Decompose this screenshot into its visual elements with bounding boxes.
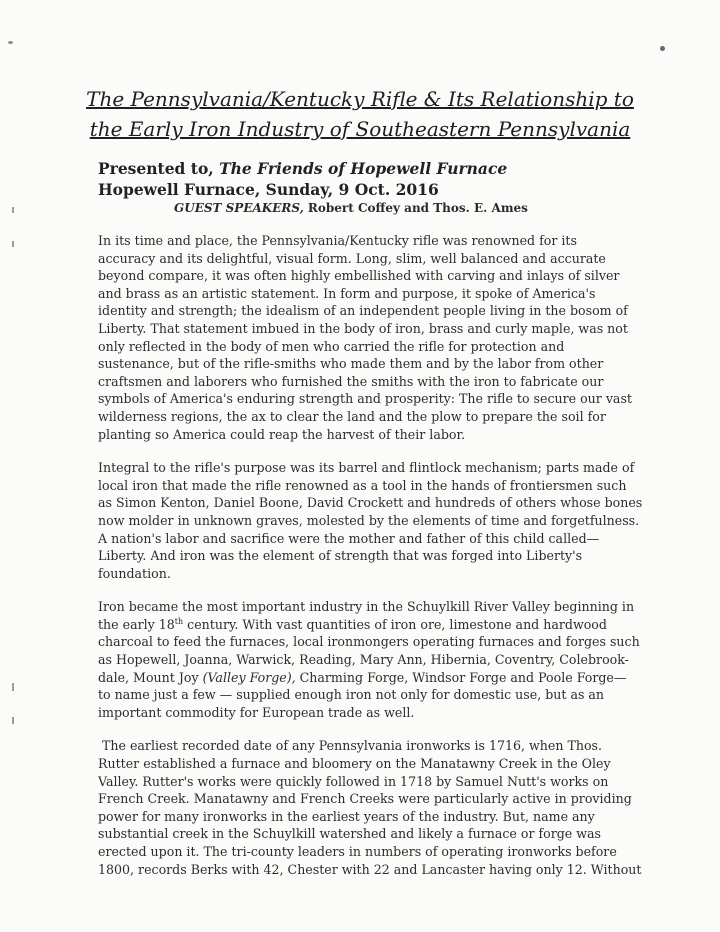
paragraph-line: Integral to the rifle's purpose was its barrel and flintlock mechanism; parts made of bbox=[98, 460, 635, 476]
paragraph-line: to name just a few — supplied enough iron not only for domestic use, but as an bbox=[98, 687, 605, 703]
scan-speck-top-right bbox=[660, 46, 665, 51]
presented-venue-date: Hopewell Furnace, Sunday, 9 Oct. 2016 bbox=[98, 180, 439, 199]
paragraph-line: Liberty. That statement imbued in the body of iron, brass and curly maple, was not bbox=[98, 320, 628, 336]
paragraph-line: local iron that made the rifle renowned as a tool in the hands of frontiersmen such bbox=[98, 477, 627, 493]
paragraph-3 bbox=[98, 598, 640, 721]
paragraph-line: 1800, records Berks with 42, Chester with 22 and Lancaster having only 12. Without bbox=[98, 861, 642, 877]
paragraph-line: Iron became the most important industry in the Schuylkill River Valley beginning in bbox=[98, 599, 635, 615]
guest-speakers bbox=[174, 201, 528, 215]
text-run: the early 18 bbox=[98, 616, 175, 632]
paragraph-line: craftsmen and laborers who furnished the smiths with the iron to fabricate our bbox=[98, 373, 604, 389]
paragraph-line: identity and strength; the idealism of an independent people living in the bosom of bbox=[98, 303, 628, 319]
document-body bbox=[98, 232, 643, 894]
valley-forge-italic: (Valley Forge), bbox=[202, 669, 296, 685]
scan-mark-left-4 bbox=[12, 717, 14, 724]
paragraph-line: now molder in unknown graves, molested by the elements of time and forgetfulness. bbox=[98, 512, 640, 528]
paragraph-2 bbox=[98, 459, 643, 582]
paragraph-line: A nation's labor and sacrifice were the mother and father of this child called— bbox=[98, 530, 600, 546]
paragraph-line: The earliest recorded date of any Pennsylvania ironworks is 1716, when Thos. bbox=[98, 738, 603, 754]
paragraph-line bbox=[98, 669, 627, 687]
paragraph-line: French Creek. Manatawny and French Creeks were particularly active in providing bbox=[98, 791, 632, 807]
scan-mark-left-2 bbox=[12, 241, 14, 247]
title-line-1: The Pennsylvania/Kentucky Rifle & Its Relationship to bbox=[86, 87, 634, 111]
presented-org: The Friends of Hopewell Furnace bbox=[219, 159, 508, 178]
presentation-info bbox=[98, 158, 507, 200]
text-run: dale, Mount Joy bbox=[98, 669, 203, 685]
text-run: Charming Forge, Windsor Forge and Poole Forge— bbox=[295, 669, 627, 685]
presented-prefix: Presented to, bbox=[98, 159, 220, 178]
paragraph-line: In its time and place, the Pennsylvania/Kentucky rifle was renowned for its bbox=[98, 233, 577, 248]
paragraph-line: important commodity for European trade as well. bbox=[98, 704, 415, 720]
paragraph-line: Valley. Rutter's works were quickly followed in 1718 by Samuel Nutt's works on bbox=[98, 773, 609, 789]
paragraph-line: beyond compare, it was often highly embellished with carving and inlays of silver bbox=[98, 268, 620, 284]
superscript-th: th bbox=[174, 616, 184, 626]
scan-speck-top-left bbox=[8, 41, 13, 44]
paragraph-line: symbols of America's enduring strength and prosperity: The rifle to secure our vast bbox=[98, 391, 632, 407]
paragraph-line: sustenance, but of the rifle-smiths who made them and by the labor from other bbox=[98, 356, 604, 372]
text-run: century. With vast quantities of iron ore, limestone and hardwood bbox=[183, 616, 607, 632]
paragraph-line: as Hopewell, Joanna, Warwick, Reading, Mary Ann, Hibernia, Coventry, Colebrook- bbox=[98, 652, 629, 668]
paragraph-line: foundation. bbox=[98, 565, 171, 581]
paragraph-line: planting so America could reap the harvest of their labor. bbox=[98, 426, 466, 442]
paragraph-line: as Simon Kenton, Daniel Boone, David Crockett and hundreds of others whose bones bbox=[98, 495, 643, 511]
paragraph-line: Rutter established a furnace and bloomery on the Manatawny Creek in the Oley bbox=[98, 756, 611, 772]
paragraph-line: accuracy and its delightful, visual form. Long, slim, well balanced and accurate bbox=[98, 250, 606, 266]
paragraph-line: erected upon it. The tri-county leaders in numbers of operating ironworks before bbox=[98, 844, 617, 859]
document-title bbox=[60, 84, 660, 144]
paragraph-line: charcoal to feed the furnaces, local ironmongers operating furnaces and forges such bbox=[98, 634, 640, 650]
paragraph-line: and brass as an artistic statement. In form and purpose, it spoke of America's bbox=[98, 285, 596, 301]
speakers-label: GUEST SPEAKERS, bbox=[174, 201, 304, 215]
scan-mark-left-1 bbox=[12, 207, 14, 213]
speakers-names: Robert Coffey and Thos. E. Ames bbox=[303, 201, 528, 215]
paragraph-line: Liberty. And iron was the element of strength that was forged into Liberty's bbox=[98, 548, 583, 564]
paragraph-line: only reflected in the body of men who carried the rifle for protection and bbox=[98, 338, 565, 354]
paragraph-line: power for many ironworks in the earliest years of the industry. But, name any bbox=[98, 808, 595, 824]
paragraph-4 bbox=[98, 737, 642, 878]
title-line-2: the Early Iron Industry of Southeastern Pennsylvania bbox=[89, 117, 631, 141]
paragraph-line bbox=[98, 616, 622, 634]
paragraph-1 bbox=[98, 232, 632, 443]
paragraph-line: wilderness regions, the ax to clear the land and the plow to prepare the soil for bbox=[98, 408, 606, 424]
scan-mark-left-3 bbox=[12, 683, 14, 691]
paragraph-line: substantial creek in the Schuylkill watershed and likely a furnace or forge was bbox=[98, 826, 602, 842]
presented-to-line bbox=[98, 158, 507, 179]
